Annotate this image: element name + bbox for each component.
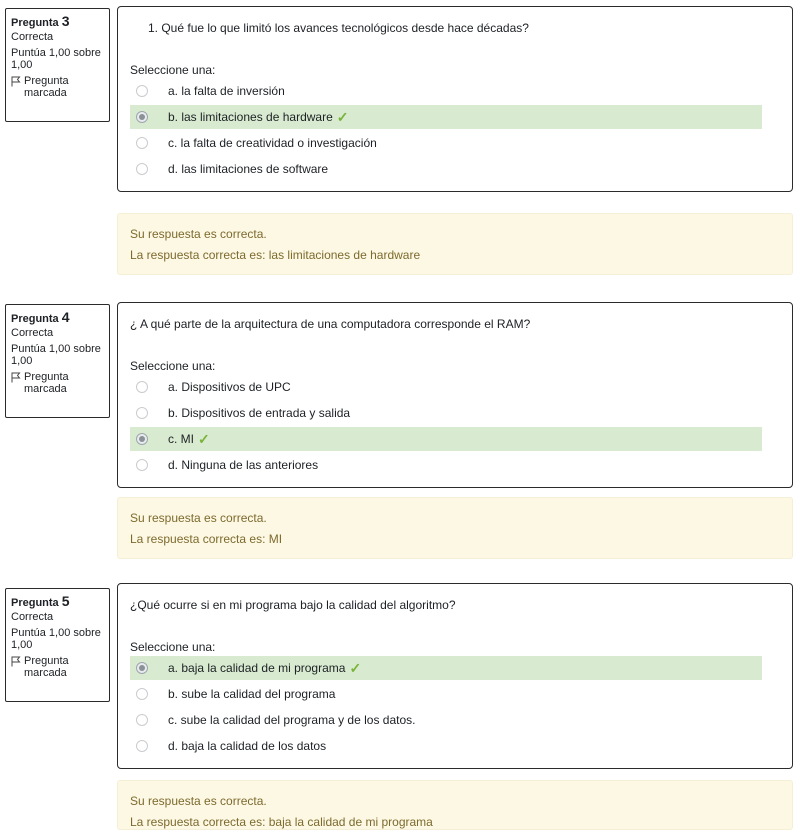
answer-list bbox=[130, 375, 762, 479]
feedback-correct-answer: La respuesta correcta es: MI bbox=[130, 532, 283, 546]
flag-icon bbox=[11, 372, 21, 383]
answer-label: b. sube la calidad del programa bbox=[168, 687, 336, 701]
answer-option[interactable] bbox=[130, 734, 762, 758]
answer-label: c. MI bbox=[168, 432, 194, 446]
question-heading bbox=[11, 15, 104, 29]
answer-option[interactable] bbox=[130, 79, 762, 103]
question-info bbox=[5, 8, 110, 122]
feedback-correct-answer: La respuesta correcta es: baja la calidad de mi programa bbox=[130, 815, 433, 829]
question-number: 3 bbox=[61, 13, 70, 29]
question-label: Pregunta bbox=[11, 313, 59, 325]
answer-label: b. Dispositivos de entrada y salida bbox=[168, 406, 351, 420]
flag-question-button[interactable] bbox=[11, 655, 104, 679]
answer-label: c. sube la calidad del programa y de los datos. bbox=[168, 713, 416, 727]
question-grade: Puntúa 1,00 sobre 1,00 bbox=[11, 343, 101, 367]
radio-button[interactable] bbox=[136, 740, 148, 752]
question-text: 1. Qué fue lo que limitó los avances tecnológicos desde hace décadas? bbox=[148, 21, 529, 35]
question-state: Correcta bbox=[11, 611, 54, 623]
question-info bbox=[5, 588, 110, 702]
radio-button[interactable] bbox=[136, 381, 148, 393]
feedback-panel bbox=[117, 213, 793, 275]
flag-label: Pregunta marcada bbox=[24, 75, 69, 99]
question-label: Pregunta bbox=[11, 17, 59, 29]
question-card bbox=[117, 583, 793, 769]
answer-label: d. las limitaciones de software bbox=[168, 162, 329, 176]
question-info bbox=[5, 304, 110, 418]
answer-label: d. baja la calidad de los datos bbox=[168, 739, 327, 753]
radio-button[interactable] bbox=[136, 459, 148, 471]
question-state: Correcta bbox=[11, 31, 54, 43]
answer-option[interactable] bbox=[130, 708, 762, 732]
question-card bbox=[117, 6, 793, 192]
radio-button[interactable] bbox=[136, 85, 148, 97]
question-text: ¿ A qué parte de la arquitectura de una computadora corresponde el RAM? bbox=[130, 317, 531, 331]
answer-prompt: Seleccione una: bbox=[130, 640, 216, 654]
flag-icon bbox=[11, 76, 21, 87]
feedback-correct-answer: La respuesta correcta es: las limitaciones de hardware bbox=[130, 248, 421, 262]
answer-option[interactable] bbox=[130, 375, 762, 399]
answer-option[interactable] bbox=[130, 453, 762, 477]
flag-question-button[interactable] bbox=[11, 75, 104, 99]
feedback-panel bbox=[117, 780, 793, 830]
answer-label: a. baja la calidad de mi programa bbox=[168, 661, 346, 675]
question-number: 5 bbox=[61, 593, 70, 609]
answer-option[interactable] bbox=[130, 131, 762, 155]
answer-list bbox=[130, 656, 762, 760]
answer-option-selected[interactable] bbox=[130, 427, 762, 451]
question-heading bbox=[11, 311, 104, 325]
check-icon: ✓ bbox=[198, 430, 210, 447]
radio-button[interactable] bbox=[136, 163, 148, 175]
radio-button[interactable] bbox=[136, 714, 148, 726]
answer-option[interactable] bbox=[130, 401, 762, 425]
radio-button-checked[interactable] bbox=[136, 111, 148, 123]
question-grade: Puntúa 1,00 sobre 1,00 bbox=[11, 47, 101, 71]
feedback-status: Su respuesta es correcta. bbox=[130, 227, 267, 241]
radio-button[interactable] bbox=[136, 688, 148, 700]
question-card bbox=[117, 302, 793, 488]
feedback-panel bbox=[117, 497, 793, 559]
question-state: Correcta bbox=[11, 327, 54, 339]
flag-icon bbox=[11, 656, 21, 667]
answer-label: a. Dispositivos de UPC bbox=[168, 380, 291, 394]
question-label: Pregunta bbox=[11, 597, 59, 609]
question-number: 4 bbox=[61, 309, 70, 325]
answer-prompt: Seleccione una: bbox=[130, 63, 216, 77]
answer-option[interactable] bbox=[130, 682, 762, 706]
question-grade: Puntúa 1,00 sobre 1,00 bbox=[11, 627, 101, 651]
answer-list bbox=[130, 79, 762, 183]
question-heading bbox=[11, 595, 104, 609]
radio-button[interactable] bbox=[136, 137, 148, 149]
answer-label: a. la falta de inversión bbox=[168, 84, 285, 98]
check-icon: ✓ bbox=[349, 659, 362, 676]
answer-prompt: Seleccione una: bbox=[130, 359, 216, 373]
feedback-status: Su respuesta es correcta. bbox=[130, 511, 267, 525]
answer-option-selected[interactable] bbox=[130, 105, 762, 129]
flag-label: Pregunta marcada bbox=[24, 371, 69, 395]
radio-button[interactable] bbox=[136, 407, 148, 419]
radio-button-checked[interactable] bbox=[136, 433, 148, 445]
check-icon: ✓ bbox=[336, 108, 349, 125]
answer-label: d. Ninguna de las anteriores bbox=[168, 458, 319, 472]
question-text: ¿Qué ocurre si en mi programa bajo la calidad del algoritmo? bbox=[130, 598, 456, 612]
answer-option-selected[interactable] bbox=[130, 656, 762, 680]
answer-option[interactable] bbox=[130, 157, 762, 181]
answer-label: b. las limitaciones de hardware bbox=[168, 110, 333, 124]
radio-button-checked[interactable] bbox=[136, 662, 148, 674]
flag-question-button[interactable] bbox=[11, 371, 104, 395]
feedback-status: Su respuesta es correcta. bbox=[130, 794, 267, 808]
answer-label: c. la falta de creatividad o investigación bbox=[168, 136, 377, 150]
flag-label: Pregunta marcada bbox=[24, 655, 69, 679]
